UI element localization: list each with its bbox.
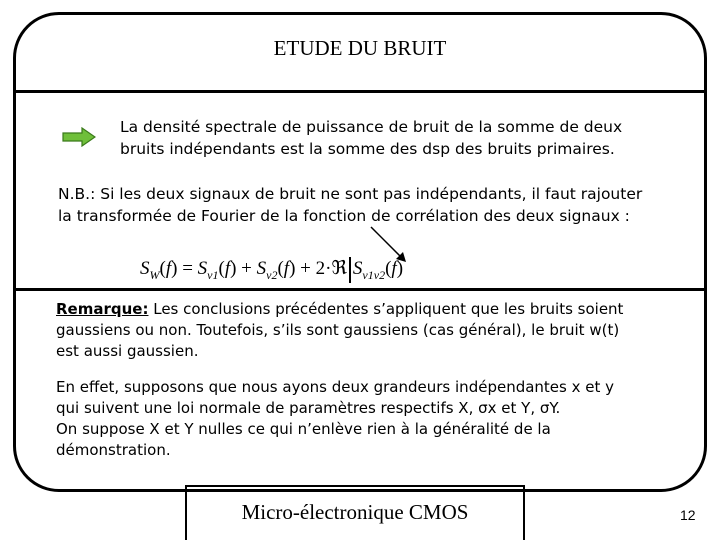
nb-line-2: la transformée de Fourier de la fonction de corrélation des deux signaux : (58, 207, 630, 225)
formula-real-part: ℜ (331, 258, 347, 279)
remarque-separator (13, 288, 707, 291)
formula-f: f (283, 258, 290, 279)
nb-paragraph (58, 183, 708, 227)
formula-f: f (391, 258, 397, 279)
effet-line-2: qui suivent une loi normale de paramètres respectifs X, σx et Y, σY. (56, 399, 561, 417)
formula-sub-v1: v1 (207, 268, 219, 282)
effet-line-3: On suppose X et Y nulles ce qui n’enlève rien à la généralité de la (56, 420, 551, 438)
remarque-line-1 (56, 300, 623, 318)
intro-paragraph (120, 116, 680, 160)
formula-sub-v1v2: v1v2 (362, 268, 386, 282)
nb-line-1: N.B.: Si les deux signaux de bruit ne sont pas indépendants, il faut rajouter (58, 185, 643, 203)
psd-sum-formula: $S_W(f) = S_{v1}(f) + S_{v2}(f)$ + 2·ℜ $S_{v1v2}(f)$ (140, 258, 404, 282)
remarque-paragraph (56, 299, 696, 362)
formula-sub-w: W (149, 268, 160, 282)
intro-line-1: La densité spectrale de puissance de bruit de la somme de deux (120, 118, 623, 136)
formula-f: f (165, 258, 172, 279)
formula-plus: + (241, 258, 252, 279)
footer-course-title: Micro-électronique CMOS (185, 485, 525, 540)
formula-plus: + (300, 258, 311, 279)
remarque-line-2: gaussiens ou non. Toutefois, s’ils sont gaussiens (cas général), le bruit w(t) (56, 321, 620, 339)
effet-line-4: démonstration. (56, 441, 171, 459)
effet-paragraph (56, 377, 696, 461)
green-right-arrow-icon (62, 127, 96, 147)
formula-s: S (352, 258, 363, 279)
effet-line-1: En effet, supposons que nous ayons deux grandeurs indépendantes x et y (56, 378, 615, 396)
remarque-line-3: est aussi gaussien. (56, 342, 199, 360)
formula-s: S (256, 258, 267, 279)
formula-f: f (224, 258, 231, 279)
remarque-text-1: Les conclusions précédentes s’appliquent que les bruits soient (148, 300, 624, 318)
page-number: 12 (680, 507, 696, 523)
formula-two: 2· (315, 258, 332, 279)
formula-sub-v2: v2 (266, 268, 278, 282)
title-separator (13, 90, 707, 93)
formula-s: S (197, 258, 208, 279)
intro-line-2: bruits indépendants est la somme des dsp des bruits primaires. (120, 140, 615, 158)
formula-s: S (140, 258, 150, 279)
remarque-lead: Remarque: (56, 300, 149, 318)
formula-eq: = (182, 258, 193, 279)
formula-bar (349, 257, 351, 283)
slide-title: ETUDE DU BRUIT (273, 36, 447, 60)
